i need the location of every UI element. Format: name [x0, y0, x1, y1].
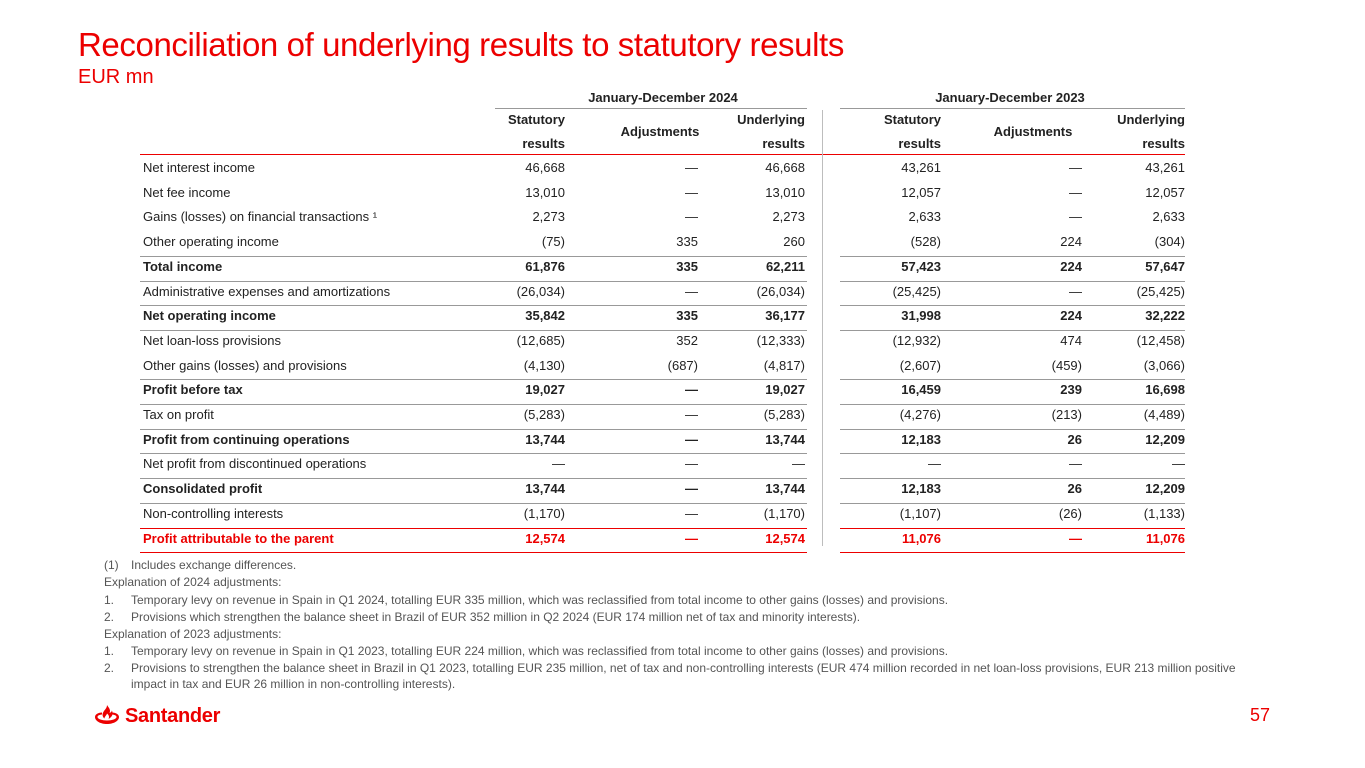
note-2024-1: 1. Temporary levy on revenue in Spain in Q1 2024, totalling EUR 335 million, which was reclassified from total income to other gains (losses) and provisions.	[104, 593, 949, 607]
row-label: Net interest income	[143, 160, 255, 175]
cell-adjustments-2024: —	[685, 530, 698, 546]
cell-adjustments-2024: —	[685, 431, 698, 447]
cell-statutory-2024: (75)	[541, 234, 565, 250]
cell-statutory-2024: 13,010	[525, 184, 565, 200]
cell-statutory-2024: (5,283)	[523, 407, 565, 422]
cell-statutory-2023: 12,057	[901, 184, 941, 200]
period-header-2023: January-December 2023	[935, 90, 1085, 105]
row-rule-above-2023	[840, 429, 1185, 430]
cell-adjustments-2024: 335	[676, 258, 698, 274]
cell-adjustments-2024: —	[685, 184, 698, 200]
period-separator	[822, 110, 823, 546]
row-rule-above-2024	[140, 256, 807, 257]
cell-underlying-2024: (1,170)	[763, 505, 805, 521]
row-rule-below-2024	[140, 503, 807, 504]
cell-adjustments-2023: —	[1069, 456, 1082, 472]
cell-adjustments-2024: (687)	[667, 357, 698, 373]
total-rule-below-2024	[140, 552, 807, 553]
explanation-2023-title: Explanation of 2023 adjustments:	[104, 627, 282, 641]
cell-statutory-2024: 13,744	[525, 431, 565, 447]
row-rule-above-2024	[140, 429, 807, 430]
row-label: Non-controlling interests	[143, 505, 284, 521]
cell-statutory-2023: 12,183	[901, 481, 941, 497]
cell-statutory-2023: (2,607)	[899, 357, 941, 373]
cell-statutory-2023: 16,459	[901, 382, 941, 398]
cell-adjustments-2024: 352	[676, 332, 698, 348]
page-subtitle: EUR mn	[78, 66, 154, 88]
cell-adjustments-2023: —	[1069, 184, 1082, 200]
col-underlying-2023-line1: Underlying	[1117, 112, 1185, 127]
cell-underlying-2023: 2,633	[1152, 209, 1185, 225]
reconciliation-table	[140, 86, 1185, 551]
cell-statutory-2023: —	[928, 456, 941, 472]
cell-adjustments-2023: —	[1069, 530, 1082, 546]
row-rule-below-2024	[140, 404, 807, 405]
row-label: Net operating income	[143, 308, 276, 324]
col-adjustments-2023: Adjustments	[993, 124, 1073, 139]
cell-underlying-2024: 13,010	[765, 184, 805, 200]
row-rule-above-2023	[840, 379, 1185, 380]
cell-statutory-2024: 12,574	[525, 530, 565, 546]
col-adjustments-2024: Adjustments	[620, 124, 700, 139]
cell-statutory-2024: —	[552, 456, 565, 472]
cell-adjustments-2023: (213)	[1051, 407, 1082, 422]
period-underline-2024	[495, 108, 807, 109]
row-rule-above-2024	[140, 379, 807, 380]
cell-adjustments-2024: —	[685, 382, 698, 398]
cell-statutory-2024: 61,876	[525, 258, 565, 274]
col-underlying-2024-line2: results	[762, 136, 805, 151]
cell-statutory-2023: 12,183	[901, 431, 941, 447]
santander-flame-icon	[93, 704, 121, 728]
cell-underlying-2024: 19,027	[765, 382, 805, 398]
cell-underlying-2023: —	[1172, 456, 1185, 472]
cell-statutory-2024: (4,130)	[523, 357, 565, 373]
cell-underlying-2024: 62,211	[765, 258, 805, 274]
col-statutory-2024-line2: results	[522, 136, 565, 151]
cell-adjustments-2023: (459)	[1051, 357, 1082, 373]
cell-adjustments-2023: —	[1069, 160, 1082, 175]
cell-underlying-2024: 2,273	[772, 209, 805, 225]
cell-underlying-2023: 12,057	[1145, 184, 1185, 200]
cell-underlying-2023: (25,425)	[1136, 283, 1185, 299]
cell-underlying-2024: 12,574	[765, 530, 805, 546]
cell-adjustments-2024: —	[685, 283, 698, 299]
row-rule-below-2023	[840, 281, 1185, 282]
row-rule-below-2024	[140, 453, 807, 454]
row-rule-below-2023	[840, 503, 1185, 504]
row-rule-below-2024	[140, 281, 807, 282]
cell-statutory-2024: 13,744	[525, 481, 565, 497]
cell-underlying-2024: (12,333)	[756, 332, 805, 348]
cell-statutory-2024: (1,170)	[523, 505, 565, 521]
row-rule-above-2024	[140, 478, 807, 479]
row-rule-above-2023	[840, 305, 1185, 306]
cell-adjustments-2024: —	[685, 209, 698, 225]
cell-adjustments-2024: 335	[676, 308, 698, 324]
cell-statutory-2024: 35,842	[525, 308, 565, 324]
note-2023-2-continued: impact in tax and EUR 26 million in non-controlling interests).	[131, 677, 456, 691]
cell-adjustments-2024: —	[685, 481, 698, 497]
brand-name: Santander	[125, 704, 221, 727]
cell-underlying-2024: (4,817)	[763, 357, 805, 373]
cell-statutory-2023: 31,998	[901, 308, 941, 324]
cell-underlying-2024: 36,177	[765, 308, 805, 324]
cell-adjustments-2023: 474	[1060, 332, 1082, 348]
row-rule-below-2023	[840, 453, 1185, 454]
cell-underlying-2023: (1,133)	[1143, 505, 1185, 521]
col-underlying-2024-line1: Underlying	[737, 112, 805, 127]
row-label: Net profit from discontinued operations	[143, 456, 367, 472]
cell-underlying-2024: (5,283)	[763, 407, 805, 422]
row-label: Net loan-loss provisions	[143, 332, 282, 348]
row-label: Tax on profit	[143, 407, 214, 422]
row-label: Profit before tax	[143, 382, 243, 398]
cell-adjustments-2023: 26	[1067, 431, 1082, 447]
cell-underlying-2024: 13,744	[765, 481, 805, 497]
cell-adjustments-2023: 239	[1060, 382, 1082, 398]
cell-statutory-2023: (528)	[910, 234, 941, 250]
row-rule-below-2024	[140, 330, 807, 331]
cell-adjustments-2024: —	[685, 160, 698, 175]
col-statutory-2023-line1: Statutory	[883, 112, 941, 127]
santander-logo	[93, 702, 220, 730]
page-number: 57	[1250, 705, 1271, 725]
row-label: Net fee income	[143, 184, 231, 200]
cell-adjustments-2023: 224	[1060, 234, 1082, 250]
row-label: Consolidated profit	[143, 481, 263, 497]
cell-underlying-2023: (3,066)	[1143, 357, 1185, 373]
col-statutory-2023-line2: results	[898, 136, 941, 151]
cell-adjustments-2024: —	[685, 456, 698, 472]
total-rule-below-2023	[840, 552, 1185, 553]
cell-underlying-2023: 43,261	[1145, 160, 1185, 175]
col-underlying-2023-line2: results	[1142, 136, 1185, 151]
cell-adjustments-2024: 335	[676, 234, 698, 250]
cell-underlying-2024: —	[792, 456, 805, 472]
cell-statutory-2024: (12,685)	[516, 332, 565, 348]
row-label: Profit attributable to the parent	[143, 530, 334, 546]
row-rule-above-2023	[840, 478, 1185, 479]
explanation-2024-title: Explanation of 2024 adjustments:	[104, 575, 282, 589]
cell-adjustments-2023: —	[1069, 283, 1082, 299]
row-rule-below-2023	[840, 330, 1185, 331]
cell-underlying-2023: (12,458)	[1136, 332, 1185, 348]
row-label: Other gains (losses) and provisions	[143, 357, 347, 373]
footnote-1: (1) Includes exchange differences.	[104, 558, 297, 572]
cell-statutory-2023: (12,932)	[892, 332, 941, 348]
cell-underlying-2024: 260	[783, 234, 805, 250]
cell-adjustments-2023: 224	[1060, 308, 1082, 324]
row-rule-below-2023	[840, 404, 1185, 405]
cell-statutory-2024: 19,027	[525, 382, 565, 398]
cell-adjustments-2023: —	[1069, 209, 1082, 225]
cell-underlying-2024: 46,668	[765, 160, 805, 175]
cell-statutory-2023: 43,261	[901, 160, 941, 175]
note-2023-2: 2. Provisions to strengthen the balance sheet in Brazil in Q1 2023, totalling EUR 235 million, net of tax and non-controlling interests (EUR 474 million recorded in net loan-loss provisions, EUR 213 million positive	[104, 661, 1236, 675]
page-title: Reconciliation of underlying results to statutory results	[78, 26, 844, 63]
cell-underlying-2023: 12,209	[1145, 481, 1185, 497]
cell-statutory-2024: 46,668	[525, 160, 565, 175]
row-label: Other operating income	[143, 234, 279, 250]
total-rule-above-2024	[140, 528, 807, 529]
period-underline-2023	[840, 108, 1185, 109]
cell-statutory-2023: 57,423	[901, 258, 941, 274]
cell-adjustments-2023: (26)	[1058, 505, 1082, 521]
cell-statutory-2024: (26,034)	[516, 283, 565, 299]
cell-adjustments-2023: 224	[1060, 258, 1082, 274]
cell-statutory-2023: 11,076	[901, 530, 941, 546]
cell-underlying-2023: 32,222	[1145, 308, 1185, 324]
cell-statutory-2024: 2,273	[532, 209, 565, 225]
cell-underlying-2024: (26,034)	[756, 283, 805, 299]
cell-underlying-2023: (4,489)	[1143, 407, 1185, 422]
cell-adjustments-2024: —	[685, 407, 698, 422]
row-label: Gains (losses) on financial transactions ¹	[143, 209, 378, 225]
header-underline	[140, 154, 1185, 155]
col-statutory-2024-line1: Statutory	[507, 112, 565, 127]
cell-statutory-2023: (4,276)	[899, 407, 941, 422]
note-2024-2: 2. Provisions which strengthen the balance sheet in Brazil of EUR 352 million in Q2 2024 (EUR 174 million net of tax and minority interests).	[104, 610, 861, 624]
row-label: Administrative expenses and amortizations	[143, 283, 391, 299]
row-label: Profit from continuing operations	[143, 431, 350, 447]
cell-statutory-2023: 2,633	[908, 209, 941, 225]
cell-underlying-2023: 12,209	[1145, 431, 1185, 447]
total-rule-above-2023	[840, 528, 1185, 529]
cell-underlying-2024: 13,744	[765, 431, 805, 447]
period-header-2024: January-December 2024	[588, 90, 738, 105]
row-label: Total income	[143, 258, 223, 274]
cell-underlying-2023: (304)	[1154, 234, 1185, 250]
cell-underlying-2023: 57,647	[1145, 258, 1185, 274]
cell-adjustments-2023: 26	[1067, 481, 1082, 497]
cell-underlying-2023: 11,076	[1145, 530, 1185, 546]
row-rule-above-2023	[840, 256, 1185, 257]
note-2023-1: 1. Temporary levy on revenue in Spain in Q1 2023, totalling EUR 224 million, which was reclassified from total income to other gains (losses) and provisions.	[104, 644, 949, 658]
cell-underlying-2023: 16,698	[1145, 382, 1185, 398]
row-rule-above-2024	[140, 305, 807, 306]
cell-statutory-2023: (1,107)	[899, 505, 941, 521]
cell-statutory-2023: (25,425)	[892, 283, 941, 299]
cell-adjustments-2024: —	[685, 505, 698, 521]
